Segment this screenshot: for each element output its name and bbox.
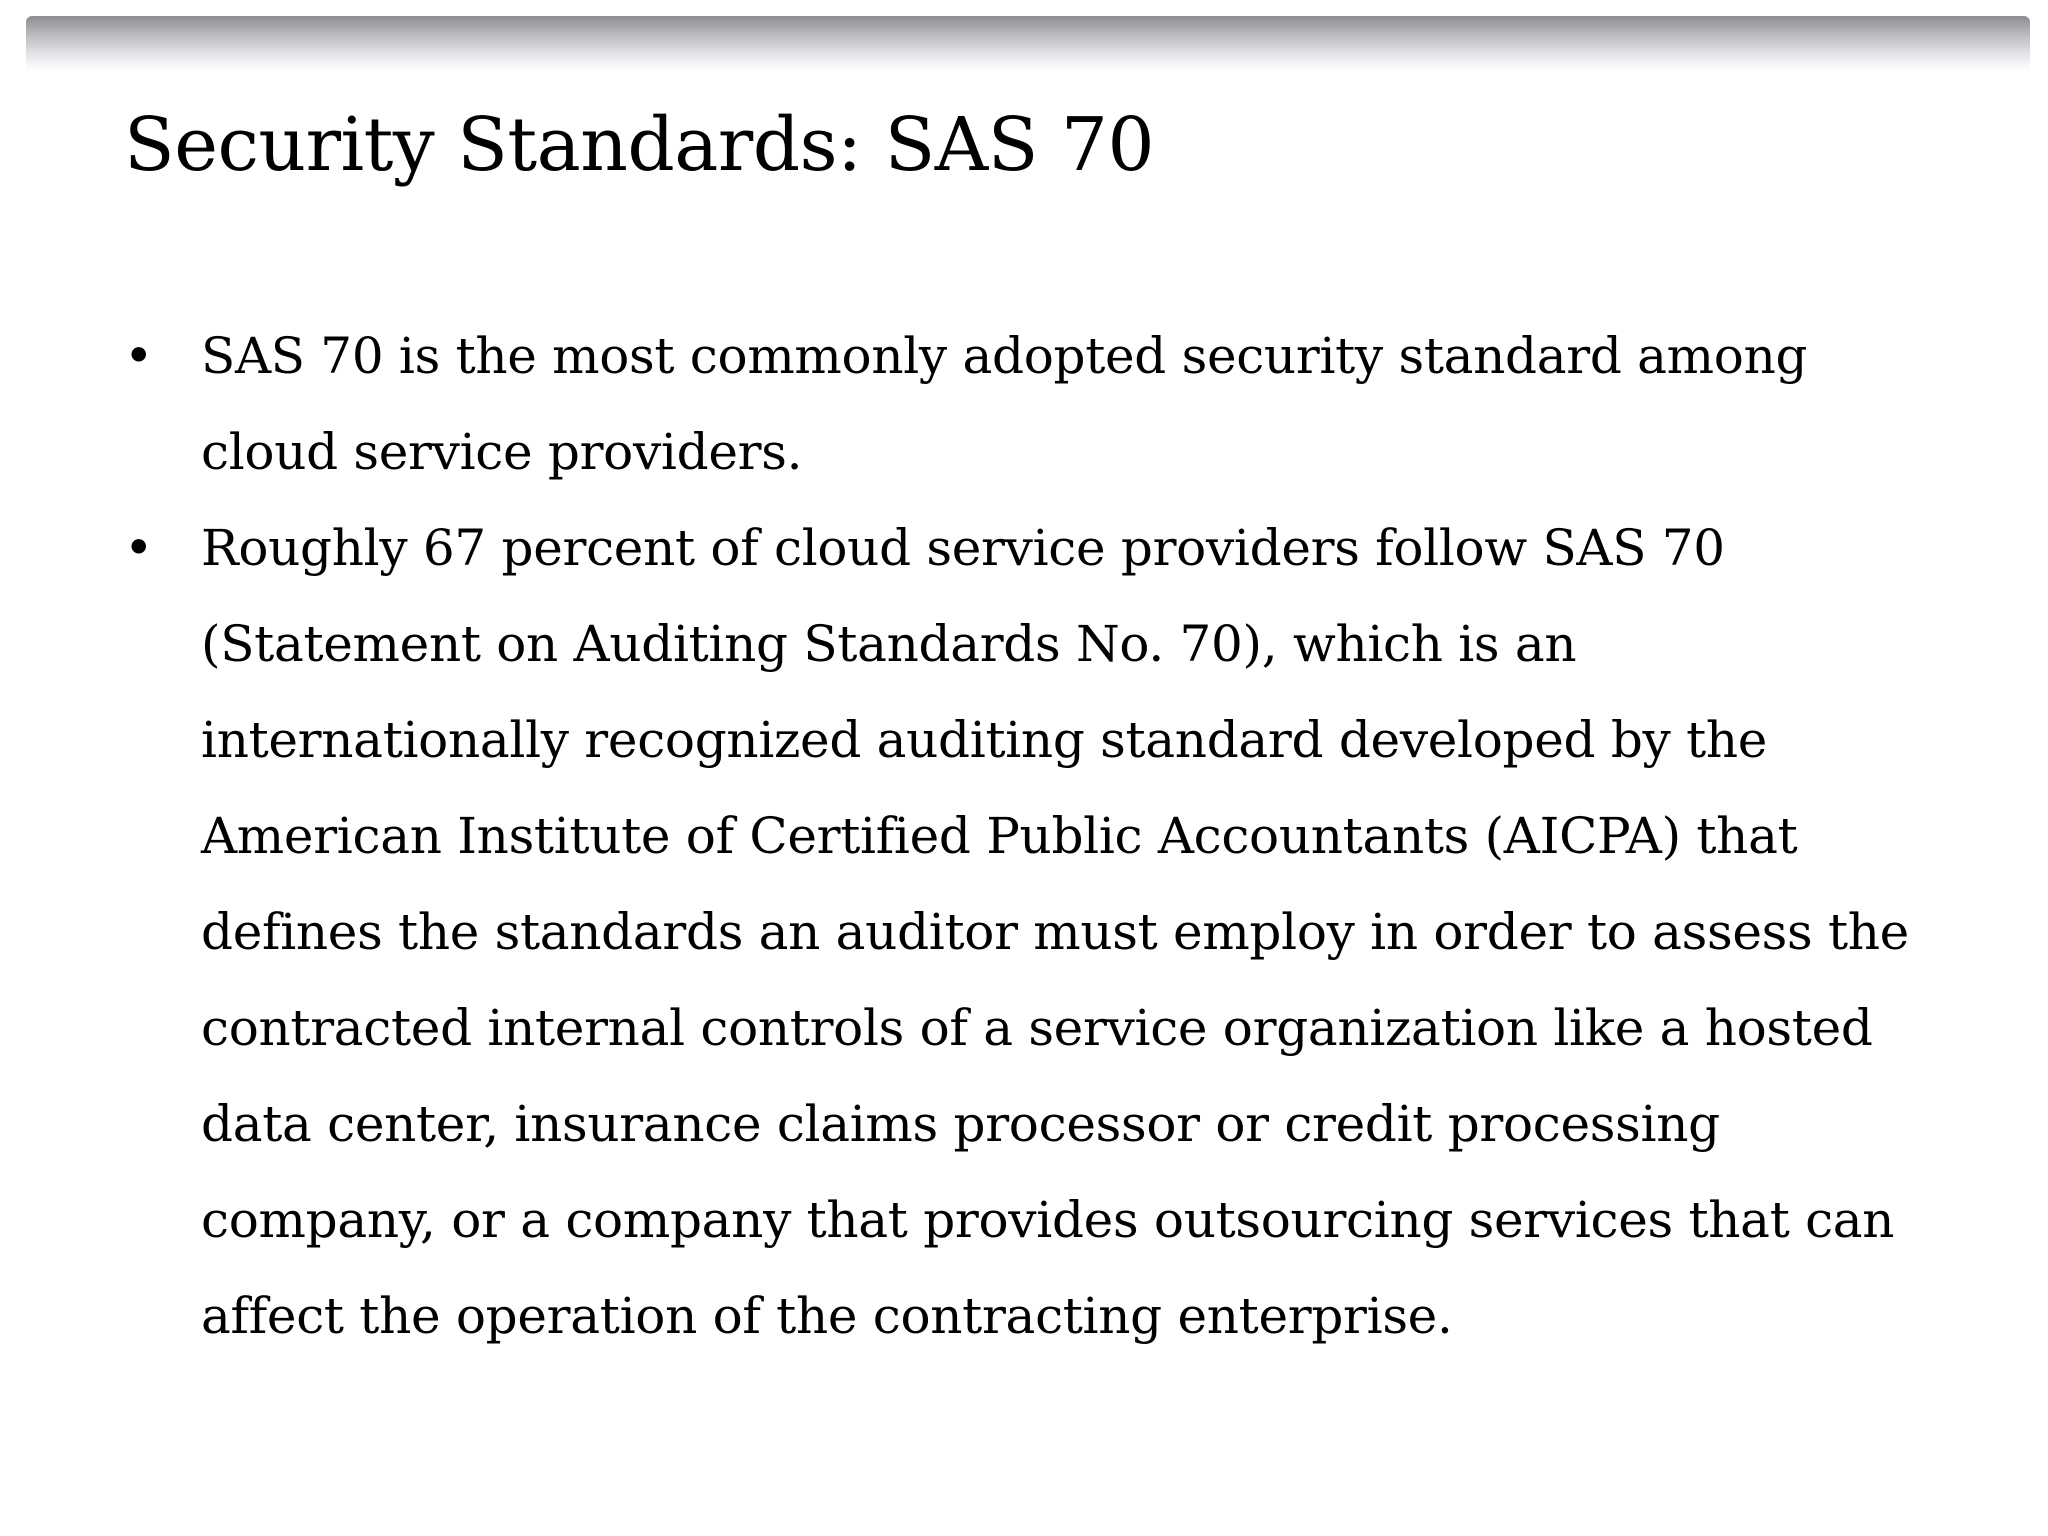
- bullet-item: [124, 500, 2004, 1364]
- bullet-text-line: contracted internal controls of a service organization like a hosted: [201, 999, 1873, 1057]
- bullet-text-line: Roughly 67 percent of cloud service providers follow SAS 70: [201, 519, 1725, 577]
- bullet-item: [124, 308, 2004, 500]
- bullet-point-icon: •: [124, 327, 154, 385]
- bullet-text-line: data center, insurance claims processor or credit processing: [201, 1095, 1720, 1153]
- slide-header-bar: [26, 16, 2030, 72]
- bullet-text-line: defines the standards an auditor must employ in order to assess the: [201, 903, 1909, 961]
- bullet-text-line: internationally recognized auditing standard developed by the: [201, 711, 1768, 769]
- bullet-text-line: (Statement on Auditing Standards No. 70), which is an: [201, 615, 1577, 673]
- bullet-text-line: company, or a company that provides outsourcing services that can: [201, 1191, 1895, 1249]
- bullet-list: [124, 308, 2004, 1364]
- bullet-text-line: affect the operation of the contracting enterprise.: [201, 1287, 1453, 1345]
- bullet-text-line: SAS 70 is the most commonly adopted security standard among: [201, 327, 1808, 385]
- bullet-point-icon: •: [124, 519, 154, 577]
- slide-title: Security Standards: SAS 70: [124, 102, 1155, 188]
- bullet-text-line: American Institute of Certified Public Accountants (AICPA) that: [201, 807, 1798, 865]
- bullet-text-line: cloud service providers.: [201, 423, 803, 481]
